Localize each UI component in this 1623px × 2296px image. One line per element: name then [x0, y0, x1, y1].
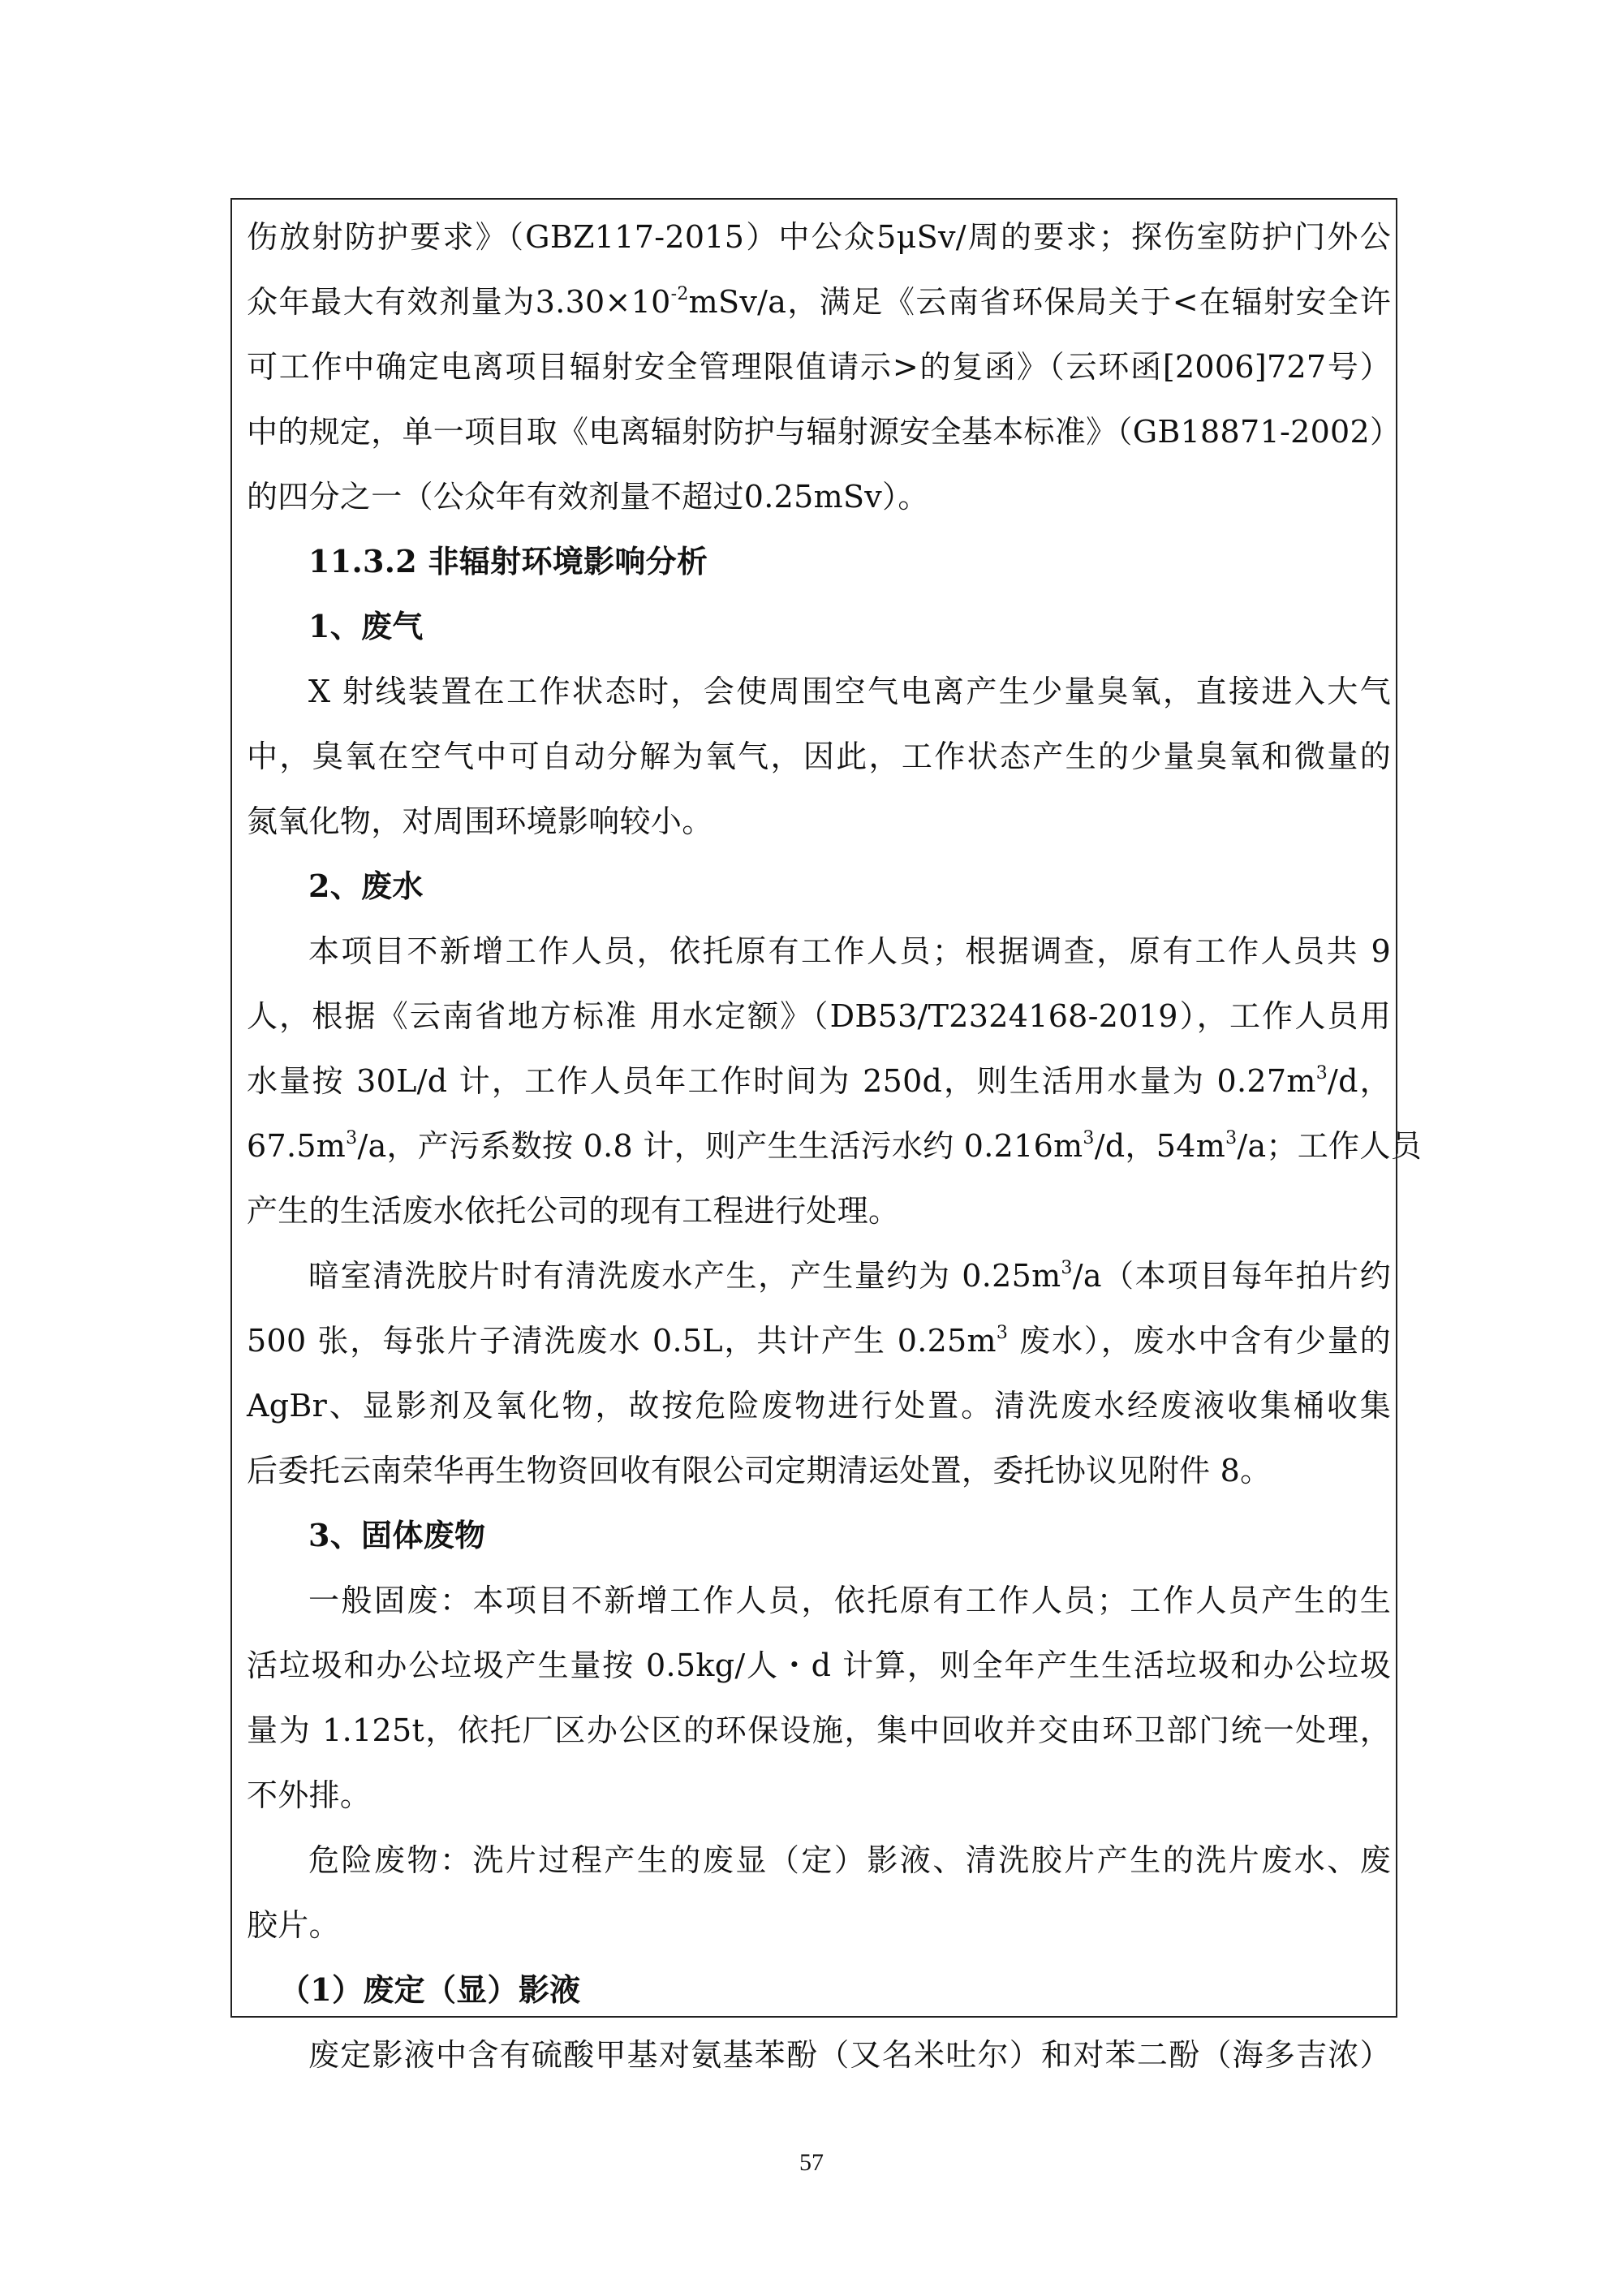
- text-line-17: [247, 1243, 1391, 1308]
- text-line-24: 量为 1.125t，依托厂区办公区的环保设施，集中回收并交由环卫部门统一处理，: [247, 1712, 1391, 1748]
- line-18-part-b: 废水），废水中含有少量的: [1008, 1323, 1391, 1359]
- text-line-18: [247, 1308, 1391, 1373]
- text-line-12: 本项目不新增工作人员，依托原有工作人员；根据调查，原有工作人员共 9: [308, 933, 1391, 969]
- superscript-minus-2: -2: [670, 284, 689, 304]
- text-line-23: 活垃圾和办公垃圾产生量按 0.5kg/人・d 计算，则全年产生生活垃圾和办公垃圾: [247, 1648, 1391, 1683]
- text-line-25: 不外排。: [247, 1777, 372, 1813]
- heading-waste-developer: （1）废定（显）影液: [279, 1971, 581, 2008]
- superscript-3: 3: [1083, 1128, 1095, 1148]
- text-line-27: 胶片。: [247, 1907, 340, 1943]
- text-line-26: 危险废物：洗片过程产生的废显（定）影液、清洗胶片产生的洗片废水、废: [308, 1842, 1391, 1878]
- text-line-4: 中的规定，单一项目取《电离辐射防护与辐射源安全基本标准》（GB18871-2002）: [247, 414, 1401, 450]
- text-line-2: [247, 269, 1391, 334]
- superscript-3: 3: [1061, 1258, 1073, 1278]
- line-17-part-a: 暗室清洗胶片时有清洗废水产生，产生量约为 0.25m: [308, 1258, 1061, 1294]
- text-line-19: AgBr、显影剂及氧化物，故按危险废物进行处置。清洗废水经废液收集桶收集: [247, 1388, 1391, 1424]
- line-14-part-b: /d，: [1328, 1063, 1391, 1099]
- line-14-part-a: 水量按 30L/d 计，工作人员年工作时间为 250d，则生活用水量为 0.27m: [247, 1063, 1316, 1099]
- text-line-3: 可工作中确定电离项目辐射安全管理限值请示>的复函》（云环函[2006]727号）: [247, 349, 1391, 385]
- text-line-13: 人，根据《云南省地方标准 用水定额》（DB53/T2324168-2019），工作人员用: [247, 998, 1391, 1034]
- line-2-part-b: mSv/a，满足《云南省环保局关于<在辐射安全许: [688, 284, 1391, 320]
- text-line-14: [247, 1049, 1391, 1114]
- text-line-29: 废定影液中含有硫酸甲基对氨基苯酚（又名米吐尔）和对苯二酚（海多吉浓）: [308, 2037, 1391, 2073]
- text-line-5: 的四分之一（公众年有效剂量不超过0.25mSv）。: [247, 479, 929, 515]
- text-line-10: 氮氧化物，对周围环境影响较小。: [247, 803, 713, 839]
- text-line-22: 一般固废：本项目不新增工作人员，依托原有工作人员；工作人员产生的生: [308, 1583, 1391, 1618]
- text-line-16: 产生的生活废水依托公司的现有工程进行处理。: [247, 1193, 900, 1229]
- superscript-3: 3: [1225, 1128, 1238, 1148]
- page-number: 57: [799, 2149, 824, 2176]
- text-line-8: X 射线装置在工作状态时，会使周围空气电离产生少量臭氧，直接进入大气: [308, 674, 1391, 709]
- heading-waste-gas: 1、废气: [308, 608, 424, 644]
- heading-waste-water: 2、废水: [308, 868, 424, 904]
- superscript-3: 3: [1315, 1063, 1328, 1083]
- superscript-3: 3: [346, 1128, 358, 1148]
- heading-solid-waste: 3、固体废物: [308, 1517, 486, 1553]
- line-15-part-a: 67.5m: [247, 1128, 347, 1164]
- line-2-part-a: 众年最大有效剂量为3.30×10: [247, 284, 671, 320]
- line-15-part-c: /d，54m: [1094, 1128, 1226, 1164]
- section-heading-11-3-2: 11.3.2 非辐射环境影响分析: [308, 543, 708, 579]
- text-line-9: 中，臭氧在空气中可自动分解为氧气，因此，工作状态产生的少量臭氧和微量的: [247, 739, 1391, 774]
- text-line-1: 伤放射防护要求》（GBZ117-2015）中公众5μSv/周的要求；探伤室防护门外公: [247, 219, 1391, 255]
- line-15-part-d: /a；工作人员: [1237, 1128, 1422, 1164]
- text-line-15: [247, 1114, 1422, 1178]
- text-line-20: 后委托云南荣华再生物资回收有限公司定期清运处置，委托协议见附件 8。: [247, 1453, 1272, 1488]
- line-17-part-b: /a（本项目每年拍片约: [1072, 1258, 1391, 1294]
- superscript-3: 3: [996, 1323, 1009, 1343]
- line-15-part-b: /a，产污系数按 0.8 计，则产生生活污水约 0.216m: [357, 1128, 1083, 1164]
- line-18-part-a: 500 张，每张片子清洗废水 0.5L，共计产生 0.25m: [247, 1323, 997, 1359]
